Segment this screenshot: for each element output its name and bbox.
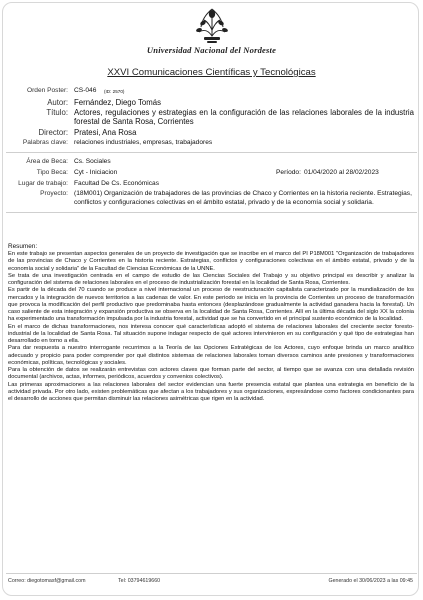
footer-generated: Generado el 30/06/2023 a las 09:45	[328, 578, 413, 584]
row-proyecto	[0, 190, 423, 210]
tipo-beca-value: Cyt - Iniciacion	[74, 169, 118, 176]
orden-poster-label: Orden Poster:	[26, 87, 68, 94]
autor-label: Autor:	[47, 98, 68, 107]
abstract-paragraph: Las primeras aproximaciones a las relaciones laborales del sector evidencian una fuerte presencia estatal que plantea una estrategia en beneficio de la actividad privada. Por otro lado, existen problemáticas que afectan a los trabajadores y sus organizaciones, expresándose como factores condicionantes para el desarrollo de acciones que permitan disminuir las relaciones asimétricas que rigen en la actividad.	[8, 381, 414, 402]
row-director	[0, 128, 423, 138]
tipo-beca-label: Tipo Beca:	[36, 169, 68, 176]
orden-poster-id: (ID: 2570)	[104, 89, 125, 94]
abstract-paragraph: En el marco de dichas transformaciones, nos interesa conocer qué características adoptó el sistema de relaciones laborales del creciente sector foresto-industrial de la localidad de Santa Rosa. Tal situación supone indagar respecto de qué actores intervinieron en su configuración y qué tipo de estrategias han desarrollado en torno a ella.	[8, 323, 414, 344]
lugar-trabajo-value: Facultad De Cs. Económicas	[74, 180, 160, 187]
footer-phone: Tel: 03794619660	[118, 578, 161, 584]
footer-divider	[6, 573, 417, 574]
university-logo-icon	[188, 6, 236, 46]
row-area-beca	[0, 158, 423, 167]
proyecto-label: Proyecto:	[40, 190, 68, 197]
orden-poster-value: CS-046	[74, 87, 97, 94]
lugar-trabajo-label: Lugar de trabajo:	[18, 180, 68, 187]
abstract-paragraph: Se trata de una investigación centrada en el campo de estudio de las Ciencias Sociales del Trabajo y su objetivo principal es describir y analizar la configuración del sistema de relaciones laborales en el proceso de industrialización forestal en la localidad de Santa Rosa, Corrientes.	[8, 272, 414, 286]
area-beca-value: Cs. Sociales	[74, 158, 111, 165]
abstract-body	[8, 251, 414, 403]
conference-title: XXVI Comunicaciones Científicas y Tecnológicas	[107, 67, 316, 78]
abstract-paragraph: Para dar respuesta a nuestro interrogante recurrimos a la Teoría de las Opciones Estratégicas de los Actores, cuyo enfoque brinda un marco analítico adecuado y propicio para poder comprender por qué distintos sistemas de relaciones laborales toman diversos caminos ante presiones y transformaciones económicas, políticas, tecnológicas y sociales.	[8, 345, 414, 366]
periodo-label: Período:	[276, 169, 301, 176]
abstract-paragraph: Es partir de la década del 70 cuando se produce a nivel internacional un proceso de reestructuración capitalista caracterizado por la mundialización de los mercados y la integración de nuevos territorios a las cadenas de valor. En este periodo se inicia en la provincia de Corrientes un proceso de transformación que provoca la modificación del perfil productivo que predominaba hasta entonces (desplazándose gradualmente la actividad ganadera hacia la forestal). Un caso saliente de esta integración y expansión productiva se observa en la localidad de Santa Rosa, Corrientes. Allí en la última década del siglo XX la colonia ha experimentado una transformación impulsada por la industria forestal, actividad que se ha convertido en el principal sustento económico de la localidad.	[8, 287, 414, 323]
director-value: Pratesi, Ana Rosa	[74, 128, 137, 137]
autor-value: Fernández, Diego Tomás	[74, 98, 161, 107]
row-titulo	[0, 108, 423, 128]
proyecto-value: (18M001) Organización de trabajadores de las provincias de Chaco y Corrientes en la historia reciente. Estrategias, conflictos y configuraciones colectivas en el ámbito estatal, privado y de la economía social y solidaria.	[74, 190, 412, 206]
director-label: Director:	[38, 128, 68, 137]
university-name: Universidad Nacional del Nordeste	[146, 45, 277, 55]
row-tipo-beca	[0, 169, 423, 178]
row-autor	[0, 98, 423, 108]
footer-email: Correo: diegotomasf@gmail.com	[8, 578, 86, 584]
row-palabras-clave	[0, 139, 423, 148]
divider	[6, 212, 417, 213]
area-beca-label: Área de Beca:	[26, 158, 68, 165]
palabras-clave-value: relaciones industriales, empresas, trabajadores	[74, 139, 213, 146]
row-lugar-trabajo	[0, 180, 423, 189]
row-orden-poster	[0, 87, 423, 96]
periodo-value: 01/04/2020 al 28/02/2023	[304, 169, 379, 176]
titulo-label: Título:	[46, 108, 68, 117]
abstract-heading: Resumen:	[8, 243, 38, 250]
titulo-value: Actores, regulaciones y estrategias en la configuración de las relaciones laborales de la industria forestal de Santa Rosa, Corrientes	[74, 108, 414, 127]
divider	[6, 152, 417, 153]
palabras-clave-label: Palabras clave:	[22, 139, 68, 146]
abstract-paragraph: Para la obtención de datos se realizarán entrevistas con actores claves que forman parte del sector, al tiempo que se avanza con una detallada revisión documental (archivos, actas, informes, periódicos, acuerdos y convenios colectivos).	[8, 367, 414, 381]
abstract-paragraph: En este trabajo se presentan aspectos generales de un proyecto de investigación que se inscribe en el marco del PI P18M001 "Organización de trabajadores de las provincias de Chaco y Corrientes en la historia reciente. Estrategias, conflictos y configuraciones colectivas en el ámbito estatal, privado y de la economía social y solidaria" de la Facultad de Ciencias Económicas de la UNNE.	[8, 251, 414, 272]
